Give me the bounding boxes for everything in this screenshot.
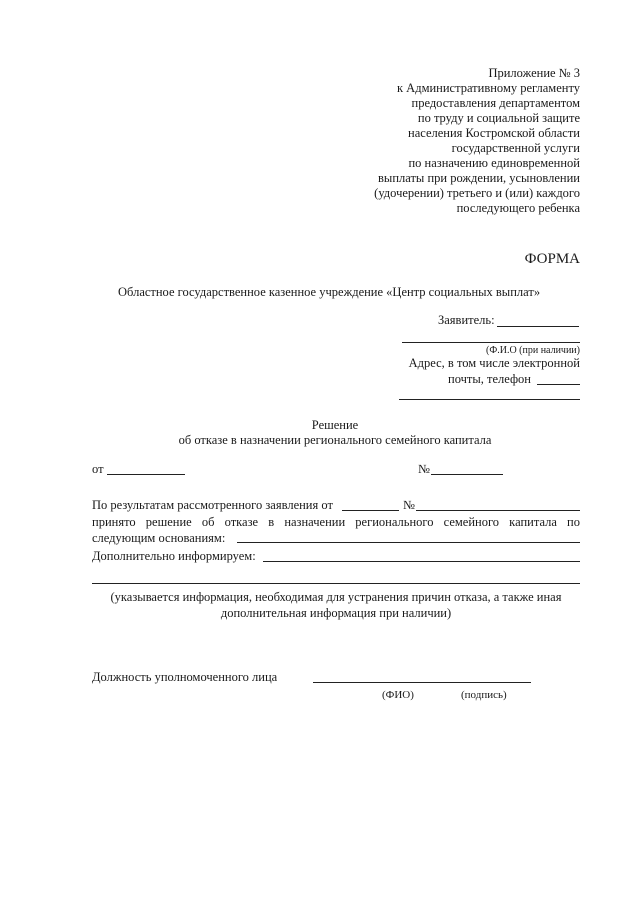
appendix-line: предоставления департаментом [411,96,580,110]
grounds-line [237,542,580,543]
appendix-line: государственной услуги [451,141,580,155]
appendix-line: населения Костромской области [408,126,580,140]
application-number-line [416,510,580,511]
decision-number-line [431,474,503,475]
position-label: Должность уполномоченного лица [92,670,278,684]
appendix-line: последующего ребенка [456,201,580,215]
applicant-label: Заявитель: [438,313,495,327]
signature-fio-hint: (ФИО) [382,689,414,701]
decision-title: Решение [311,418,359,432]
appendix-line: по труду и социальной защите [417,111,580,125]
note-line2: дополнительная информация при наличии) [220,606,452,620]
appendix-line: выплаты при рождении, усыновлении [378,171,580,185]
decision-date-line [107,474,185,475]
appendix-line: по назначению единовременной [408,156,580,170]
signature-line [313,682,531,683]
signature-sign-hint: (подпись) [461,689,507,701]
additional-info-line-2 [92,583,580,584]
decision-subtitle: об отказе в назначении регионального семейного капитала [178,433,492,447]
decision-number-label: № [418,462,430,476]
applicant-address-line1: Адрес, в том числе электронной [408,356,580,370]
application-date-line [342,510,399,511]
body-line1-prefix: По результатам рассмотренного заявления от [92,498,333,512]
body-line2: принято решение об отказе в назначении регионального семейного капитала по [92,515,580,529]
applicant-line [497,326,579,327]
note-line1: (указывается информация, необходимая для устранения причин отказа, а также иная [110,590,562,604]
body-line1-number: № [403,498,415,512]
applicant-fio-hint: (Ф.И.О (при наличии) [486,345,580,356]
body-line4: Дополнительно информируем: [92,549,256,563]
decision-from-label: от [92,462,104,476]
form-label: ФОРМА [524,251,580,267]
appendix-line: Приложение № 3 [488,66,580,80]
body-line3: следующим основаниям: [92,531,226,545]
appendix-line: к Административному регламенту [396,81,580,95]
applicant-address-line2: почты, телефон [448,372,532,386]
phone-line [537,384,580,385]
appendix-line: (удочерении) третьего и (или) каждого [374,186,580,200]
address-line [399,399,580,400]
institution-name: Областное государственное казенное учреждение «Центр социальных выплат» [118,285,541,299]
additional-info-line [263,561,580,562]
